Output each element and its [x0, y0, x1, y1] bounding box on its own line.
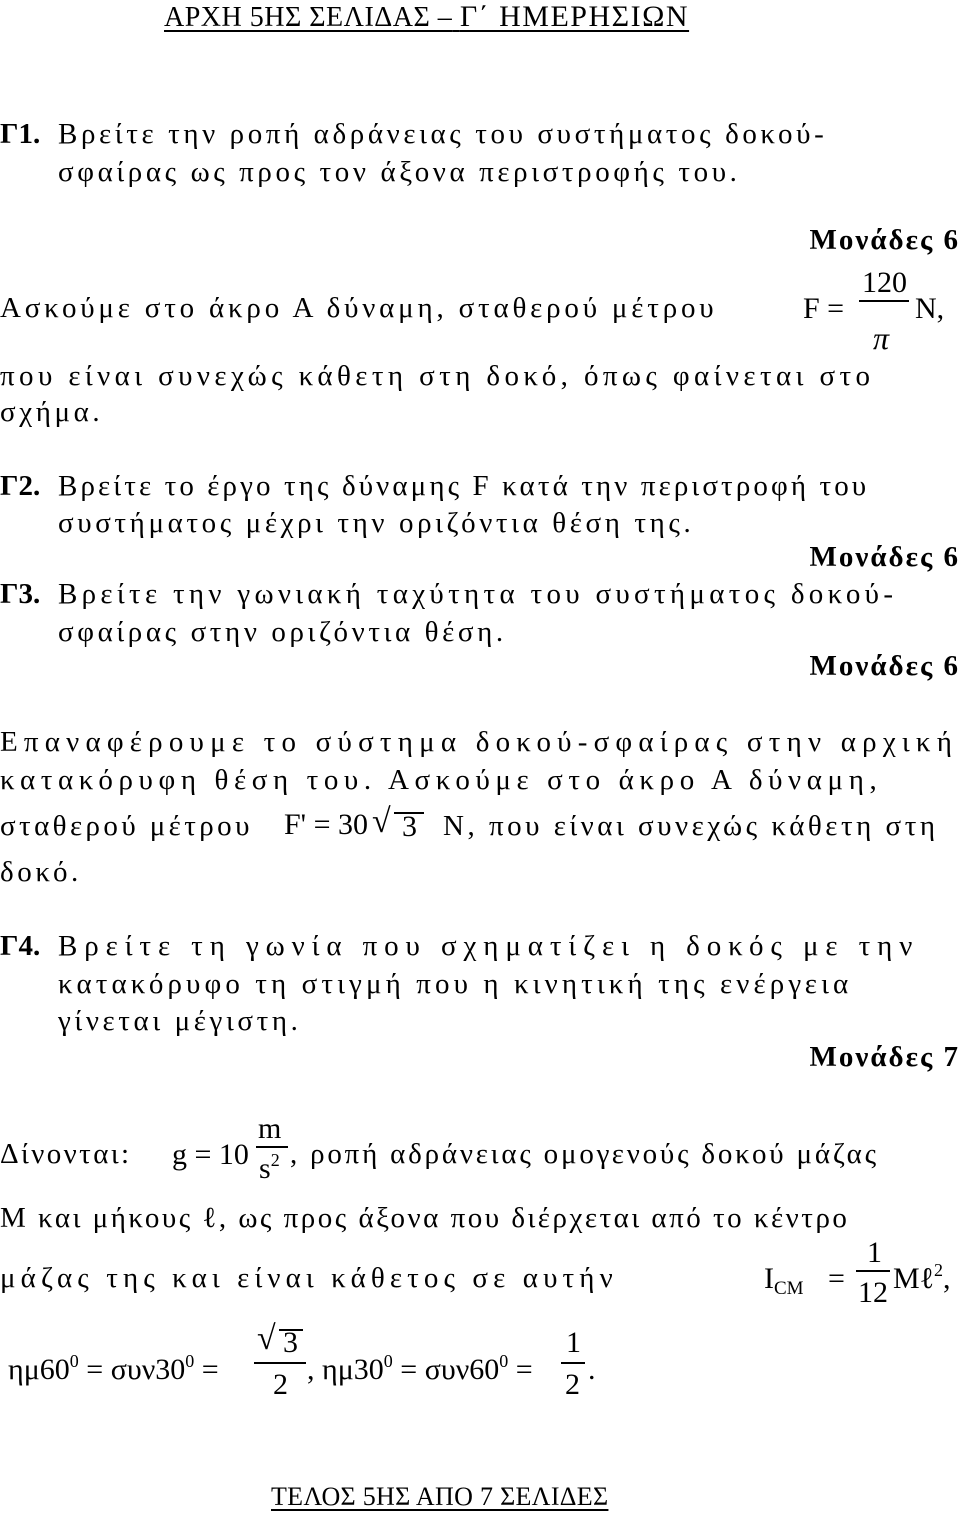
trig-sqrt-sign: √ — [257, 1320, 276, 1357]
icm-I-base: I — [764, 1262, 774, 1295]
g1-line1: Βρείτε την ροπή αδράνειας του συστήματος δοκού- — [58, 118, 828, 150]
trig-eq2: = — [515, 1353, 533, 1386]
trig-deg-2: 0 — [185, 1351, 195, 1371]
icm-fraction-bar — [856, 1270, 890, 1272]
trig-deg-4: 0 — [499, 1351, 509, 1371]
reset-F-expr: F' = 30 — [284, 808, 369, 841]
force-F-num: 120 — [862, 266, 907, 299]
trig-num-2: 1 — [566, 1326, 581, 1359]
icm-den: 12 — [858, 1276, 888, 1309]
given-g-fraction-bar — [256, 1146, 288, 1148]
reset-sqrt-sign: √ — [372, 803, 391, 840]
icm-I — [764, 1262, 804, 1299]
icm-num: 1 — [867, 1236, 882, 1269]
trig-deg-1: 0 — [69, 1351, 79, 1371]
g2-label: Γ2. — [0, 470, 41, 502]
g3-line2: σφαίρας στην οριζόντια θέση. — [58, 616, 507, 648]
trig-eq1: = — [201, 1353, 219, 1386]
reset-line3-b: N, που είναι συνεχώς κάθετη στη — [443, 810, 939, 842]
force-intro-line3: σχήμα. — [0, 396, 104, 428]
header-highlight: Γ΄ ΗΜΕΡΗΣΙΩΝ — [459, 0, 690, 33]
force-intro-line1: Ασκούμε στο άκρο Α δύναμη, σταθερού μέτρου — [0, 292, 718, 324]
given-line1-rest: , ροπή αδράνειας ομογενούς δοκού μάζας — [290, 1138, 879, 1170]
g1-points: Μονάδες 6 — [809, 224, 960, 256]
given-g-num: m — [258, 1112, 282, 1145]
trig-sqrt-radicand: 3 — [283, 1326, 298, 1359]
icm-eq: = — [828, 1262, 845, 1295]
given-intro: Δίνονται: — [0, 1138, 132, 1170]
given-g-den-base: s — [259, 1152, 271, 1185]
icm-rhs — [893, 1262, 951, 1296]
trig-cos60: = συν60 — [400, 1353, 500, 1386]
g2-line1: Βρείτε το έργο της δύναμης F κατά την περιστροφή του — [58, 470, 870, 502]
g1-label: Γ1. — [0, 118, 41, 150]
trig-sin60: ημ60 — [8, 1353, 70, 1386]
g2-points: Μονάδες 6 — [809, 541, 960, 573]
g4-line3: γίνεται μέγιστη. — [58, 1005, 302, 1037]
trig-end: . — [588, 1353, 596, 1386]
g3-label: Γ3. — [0, 578, 41, 610]
reset-sqrt-radicand: 3 — [402, 810, 417, 843]
reset-line4: δοκό. — [0, 856, 82, 888]
given-g-den-exp: 2 — [270, 1150, 280, 1170]
g4-line2: κατακόρυφο τη στιγμή που η κινητική της ενέργεια — [58, 968, 853, 1000]
trig-den-2: 2 — [565, 1368, 580, 1401]
g3-line1: Βρείτε την γωνιακή ταχύτητα του συστήματος δοκού- — [58, 578, 898, 610]
reset-line1: Επαναφέρουμε το σύστημα δοκού-σφαίρας στην αρχική — [0, 726, 959, 758]
trig-cos30: = συν30 — [86, 1353, 186, 1386]
given-g-lhs: g = 10 — [172, 1138, 249, 1171]
g4-label: Γ4. — [0, 930, 41, 962]
given-line2: Μ και μήκους ℓ, ως προς άξονα που διέρχεται από το κέντρο — [0, 1202, 850, 1234]
icm-end: , — [943, 1262, 951, 1295]
g2-line2: συστήματος μέχρι την οριζόντια θέση της. — [58, 507, 695, 539]
page-header — [164, 0, 689, 34]
given-line3-text: μάζας της και είναι κάθετος σε αυτήν — [0, 1262, 618, 1294]
page-footer: ΤΕΛΟΣ 5ΗΣ ΑΠΟ 7 ΣΕΛΙΔΕΣ — [271, 1482, 609, 1511]
trig-expr-2 — [307, 1353, 533, 1387]
header-prefix: ΑΡΧΗ 5ΗΣ ΣΕΛΙΔΑΣ – — [164, 2, 453, 33]
g3-points: Μονάδες 6 — [809, 650, 960, 682]
g4-line1: Βρείτε τη γωνία που σχηματίζει η δοκός με την — [58, 930, 920, 962]
force-F-lhs: F = — [803, 292, 845, 325]
force-F-fraction-bar — [859, 300, 909, 302]
icm-rhs-exp: 2 — [934, 1260, 944, 1280]
trig-fraction-bar-2 — [561, 1362, 585, 1364]
g4-points: Μονάδες 7 — [809, 1041, 960, 1073]
given-g-den — [259, 1152, 280, 1186]
trig-sin30: , ημ30 — [307, 1353, 384, 1386]
reset-line2: κατακόρυφη θέση του. Ασκούμε στο άκρο Α δύναμη, — [0, 764, 883, 796]
force-F-unit: N, — [915, 292, 945, 325]
trig-deg-3: 0 — [383, 1351, 393, 1371]
icm-I-sub: CM — [774, 1278, 804, 1299]
force-F-den: π — [873, 320, 890, 356]
force-intro-line2: που είναι συνεχώς κάθετη στη δοκό, όπως φαίνεται στο — [0, 360, 875, 392]
trig-fraction-bar-1 — [254, 1362, 306, 1364]
icm-rhs-base: Mℓ — [893, 1262, 935, 1295]
trig-expr — [8, 1353, 219, 1387]
g1-line2: σφαίρας ως προς τον άξονα περιστροφής του. — [58, 156, 741, 188]
reset-line3-a: σταθερού μέτρου — [0, 810, 253, 842]
trig-den-1: 2 — [273, 1368, 288, 1401]
